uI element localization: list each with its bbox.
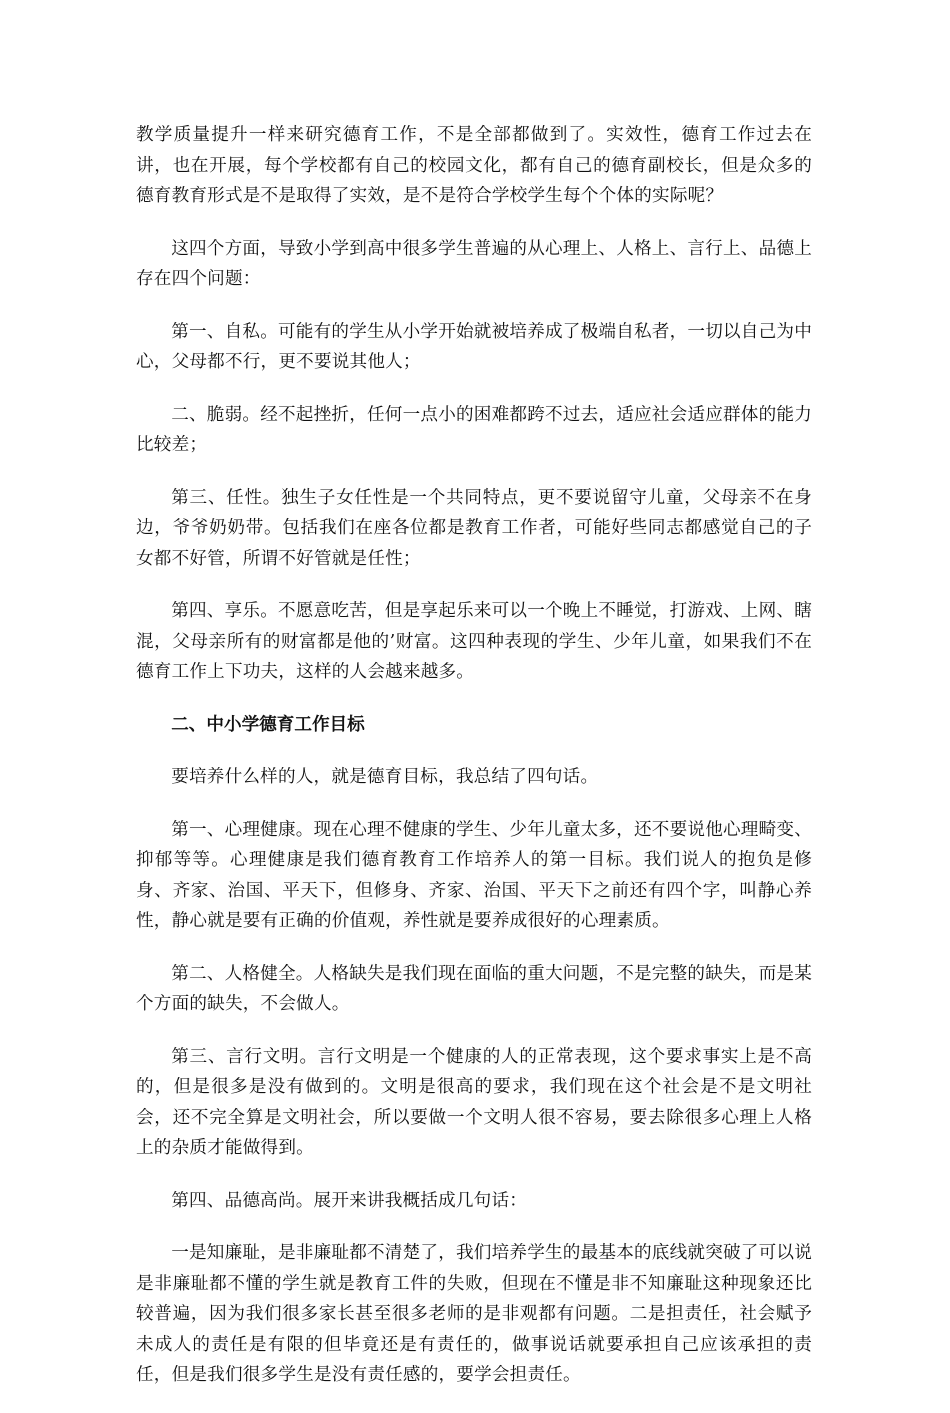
document-page (136, 120, 812, 1413)
paragraph: 第一、心理健康。现在心理不健康的学生、少年儿童太多，还不要说他心理畸变、抑郁等等。心理健康是我们德育教育工作培养人的第一目标。我们说人的抱负是修身、齐家、治国、平天下，但修身、齐家、治国、平天下之前还有四个字，叫静心养性，静心就是要有正确的价值观，养性就是要养成很好的心理素质。 (136, 819, 812, 931)
paragraph: 这四个方面，导致小学到高中很多学生普遍的从心理上、人格上、言行上、品德上存在四个问题： (136, 238, 812, 289)
paragraph: 第二、人格健全。人格缺失是我们现在面临的重大问题，不是完整的缺失，而是某个方面的缺失，不会做人。 (136, 963, 812, 1014)
section-heading: 二、中小学德育工作目标 (171, 714, 365, 735)
paragraph: 一是知廉耻，是非廉耻都不清楚了，我们培养学生的最基本的底线就突破了可以说是非廉耻都不懂的学生就是教育工件的失败，但现在不懂是非不知廉耻这种现象还比较普遍，因为我们很多家长甚至很多老师的是非观都有问题。二是担责任，社会赋予未成人的责任是有限的但毕竟还是有责任的，做事说话就要承担自己应该承担的责任，但是我们很多学生是没有责任感的，要学会担责任。 (136, 1243, 812, 1385)
paragraph: 二、脆弱。经不起挫折，任何一点小的困难都跨不过去，适应社会适应群体的能力比较差； (136, 404, 812, 455)
paragraph: 教学质量提升一样来研究德育工作，不是全部都做到了。实效性，德育工作过去在讲，也在开展，每个学校都有自己的校园文化，都有自己的德育副校长，但是众多的德育教育形式是不是取得了实效，是不是符合学校学生每个个体的实际呢？ (136, 125, 812, 206)
paragraph: 要培养什么样的人，就是德育目标，我总结了四句话。 (171, 767, 599, 787)
paragraph: 第四、享乐。不愿意吃苦，但是享起乐来可以一个晚上不睡觉，打游戏、上网、瞎混，父母亲所有的财富都是他的’财富。这四种表现的学生、少年儿童，如果我们不在德育工作上下功夫，这样的人会越来越多。 (136, 601, 812, 682)
paragraph: 第四、品德高尚。展开来讲我概括成几句话： (171, 1190, 528, 1211)
paragraph: 第一、自私。可能有的学生从小学开始就被培养成了极端自私者，一切以自己为中心，父母都不行，更不要说其他人； (136, 321, 812, 372)
paragraph: 第三、任性。独生子女任性是一个共同特点，更不要说留守儿童，父母亲不在身边，爷爷奶奶带。包括我们在座各位都是教育工作者，可能好些同志都感觉自己的子女都不好管，所谓不好管就是任性； (136, 487, 812, 569)
paragraph: 第三、言行文明。言行文明是一个健康的人的正常表现，这个要求事实上是不高的，但是很多是没有做到的。文明是很高的要求，我们现在这个社会是不是文明社会，还不完全算是文明社会，所以要做一个文明人很不容易，要去除很多心理上人格上的杂质才能做得到。 (136, 1046, 812, 1158)
